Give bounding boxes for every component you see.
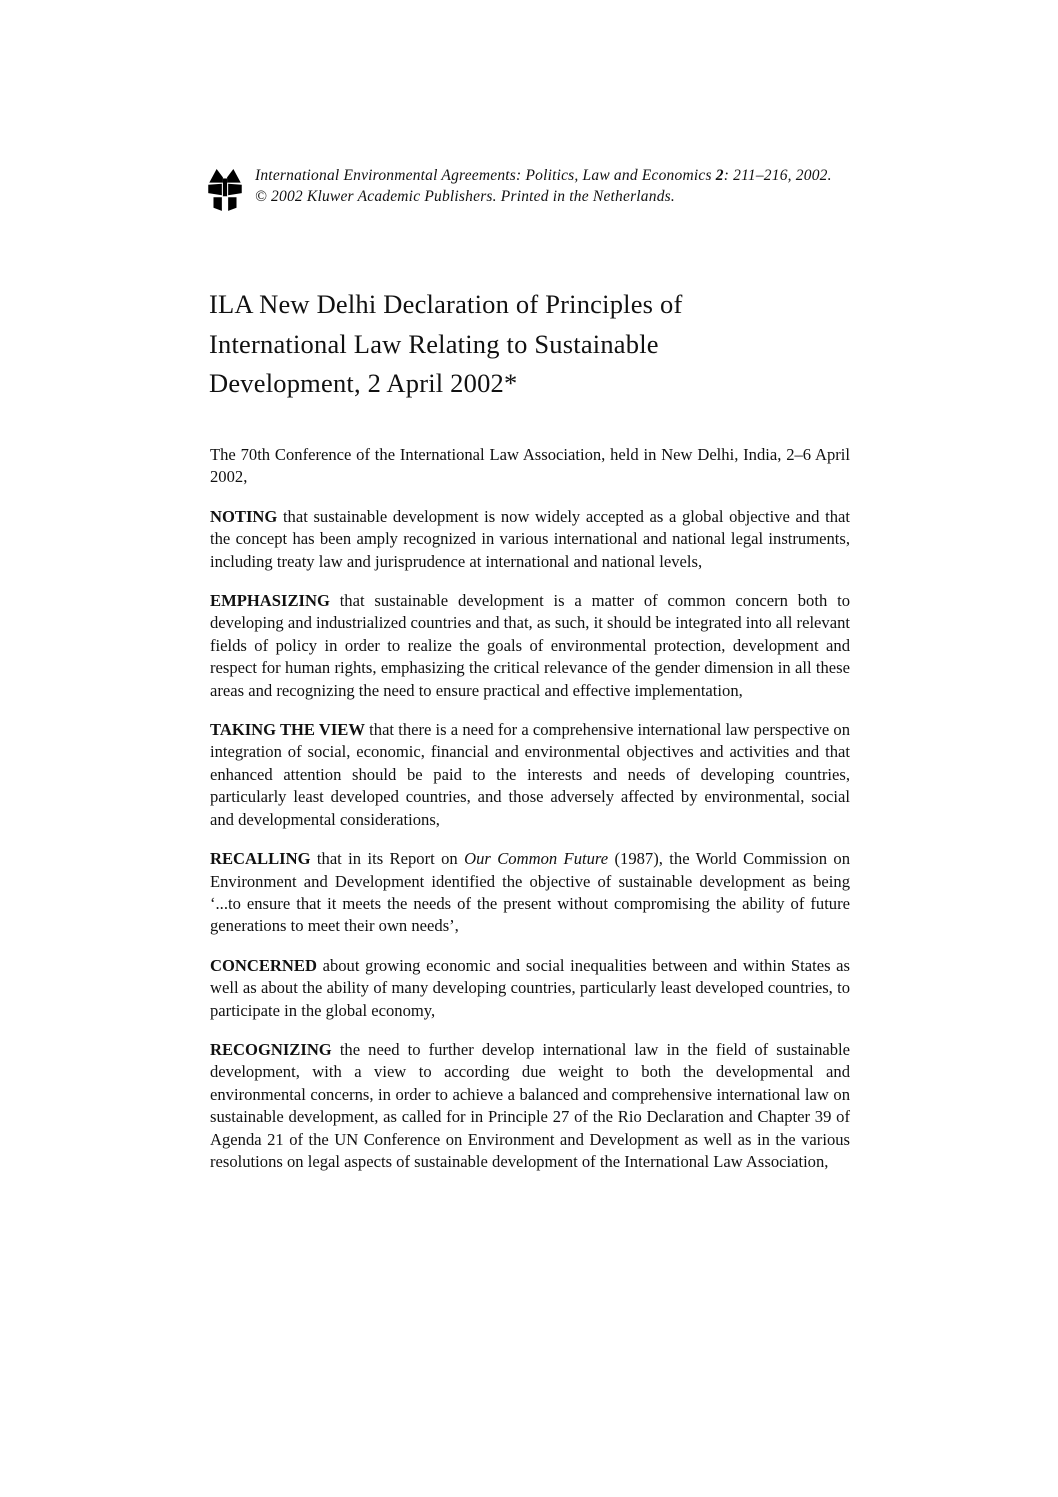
intro-paragraph: The 70th Conference of the International Law Association, held in New Delhi, India, 2–6 April 2002, bbox=[210, 445, 850, 487]
preamble-paragraph-emphasizing bbox=[210, 590, 850, 702]
paragraph-text: about growing economic and social inequalities between and within States as well as about the ability of many developing countries, particularly least developed countries, to participate in the global economy, bbox=[210, 955, 850, 1020]
article-title-line-1: ILA New Delhi Declaration of Principles of bbox=[209, 289, 683, 319]
paragraph-text: that there is a need for a comprehensive international law perspective on integration of social, economic, financial and environmental objectives and activities and that enhanced attention should be paid to the interests and needs of developing countries, particularly least developed countries, and those adversely affected by environmental, social and developmental considerations, bbox=[210, 720, 851, 829]
article-title-line-2: International Law Relating to Sustainable bbox=[209, 328, 659, 359]
lead-word-concerned: CONCERNED bbox=[210, 955, 317, 975]
article-title-line-3: Development, 2 April 2002* bbox=[209, 368, 518, 398]
lead-word-emphasizing: EMPHASIZING bbox=[210, 591, 330, 611]
preamble-paragraph-recalling bbox=[210, 848, 850, 938]
paragraph-text: (1987), the World Commission on Environment and Development identified the objective of sustainable development as being ‘...to ensure that it meets the needs of the present without compromising the ability of future generations to meet their own needs’, bbox=[210, 849, 850, 936]
journal-header bbox=[206, 166, 832, 213]
report-title-italic: Our Common Future bbox=[464, 849, 609, 869]
paragraph-text: that in its Report on bbox=[310, 849, 465, 869]
lead-word-recalling: RECALLING bbox=[210, 849, 311, 869]
article-body bbox=[210, 444, 850, 1173]
preamble-paragraph-noting bbox=[210, 506, 850, 573]
journal-title: International Environmental Agreements: Politics, Law and Economics bbox=[255, 167, 716, 184]
article-title bbox=[209, 285, 889, 404]
journal-citation-pages: : 211–216, 2002. bbox=[723, 167, 832, 184]
preamble-paragraph-concerned bbox=[210, 955, 850, 1022]
journal-citation-block bbox=[255, 166, 832, 207]
copyright-notice: © 2002 Kluwer Academic Publishers. Printed in the Netherlands. bbox=[255, 187, 675, 205]
paragraph-text: that sustainable development is a matter of common concern both to developing and industrialized countries and that, as such, it should be integrated into all relevant fields of policy in order to realize the goals of environmental protection, development and respect for human rights, emphasizing the critical relevance of the gender dimension in all these areas and recognizing the need to ensure practical and effective implementation, bbox=[210, 591, 850, 700]
preamble-paragraph-taking-the-view bbox=[210, 719, 850, 831]
lead-word-taking-the-view: TAKING THE VIEW bbox=[210, 720, 365, 740]
paragraph-text: that sustainable development is now widely accepted as a global objective and that the concept has been amply recognized in various international and national legal instruments, including treaty law and jurisprudence at international and national levels, bbox=[210, 506, 850, 571]
paragraph-text: the need to further develop international law in the field of sustainable development, with a view to according due weight to both the developmental and environmental concerns, in order to achieve a balanced and comprehensive international law on sustainable development, as called for in Principle 27 of the Rio Declaration and Chapter 39 of Agenda 21 of the UN Conference on Environment and Development as well as in the various resolutions on legal aspects of sustainable development of the International Law Association, bbox=[210, 1039, 850, 1171]
lead-word-recognizing: RECOGNIZING bbox=[210, 1039, 332, 1059]
preamble-paragraph-recognizing bbox=[210, 1039, 850, 1173]
kluwer-publisher-logo-icon bbox=[206, 168, 244, 213]
lead-word-noting: NOTING bbox=[210, 506, 278, 526]
journal-citation-line bbox=[255, 166, 832, 187]
journal-volume: 2 bbox=[715, 167, 724, 184]
